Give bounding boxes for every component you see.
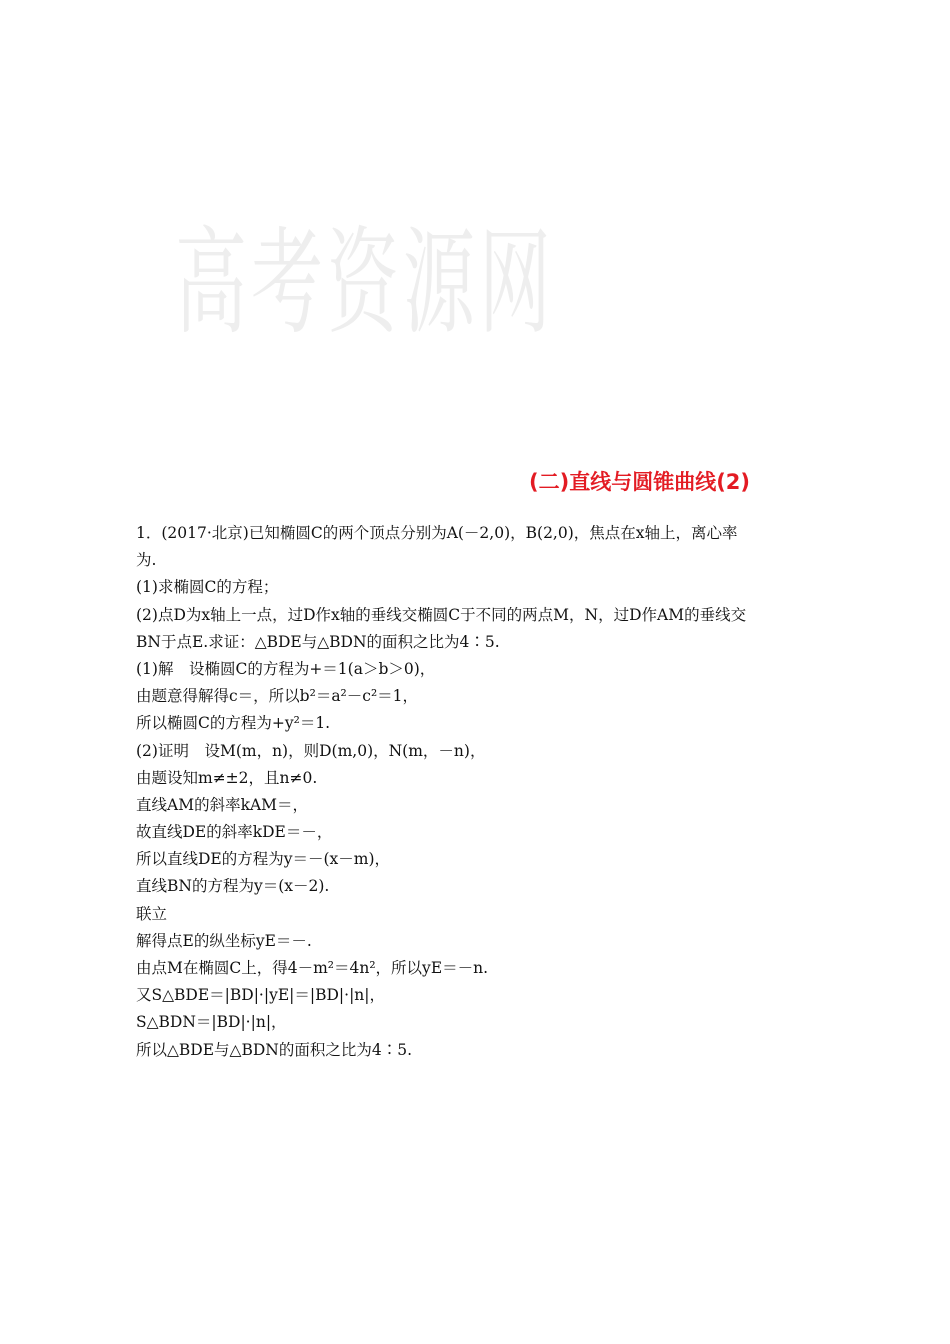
text-line: S△BDN＝|BD|·|n|， xyxy=(136,1013,287,1032)
text-line: 故直线DE的斜率kDE＝－， xyxy=(136,823,333,842)
text-line: (2)点D为x轴上一点，过D作x轴的垂线交椭圆C于不同的两点M，N，过D作AM的垂线交 xyxy=(136,605,747,624)
text-line: 联立 xyxy=(136,904,168,923)
section-title: (二)直线与圆锥曲线(2) xyxy=(529,470,751,494)
text-line: 所以椭圆C的方程为+y²＝1. xyxy=(136,714,331,733)
text-line: 直线BN的方程为y＝(x－2). xyxy=(136,877,330,896)
text-line: 又S△BDE＝|BD|·|yE|＝|BD|·|n|， xyxy=(136,986,385,1005)
text-line: BN于点E.求证：△BDE与△BDN的面积之比为4∶5. xyxy=(136,632,500,651)
watermark: 高考资源网 xyxy=(175,215,556,350)
text-line: (2)证明 设M(m，n)，则D(m,0)，N(m，－n)， xyxy=(136,741,486,760)
text-line: 直线AM的斜率kAM＝， xyxy=(136,795,309,814)
text-line: 所以直线DE的方程为y＝－(x－m)， xyxy=(136,850,391,869)
text-line: 1．(2017·北京)已知椭圆C的两个顶点分别为A(－2,0)，B(2,0)，焦点在x轴上，离心率 xyxy=(136,524,738,542)
text-line: 解得点E的纵坐标yE＝－. xyxy=(136,931,312,950)
text-line: 由题意得解得c＝，所以b²＝a²－c²＝1， xyxy=(136,687,419,706)
text-line: (1)解 设椭圆C的方程为+＝1(a＞b＞0)， xyxy=(136,659,436,678)
text-line: 为. xyxy=(136,551,157,570)
text-line: 所以△BDE与△BDN的面积之比为4∶5. xyxy=(136,1040,413,1059)
text-line: (1)求椭圆C的方程； xyxy=(136,578,279,597)
text-line: 由点M在椭圆C上，得4－m²＝4n²，所以yE＝－n. xyxy=(136,959,489,977)
text-line: 由题设知m≠±2，且n≠0. xyxy=(136,768,318,787)
problem-content xyxy=(136,520,826,1064)
